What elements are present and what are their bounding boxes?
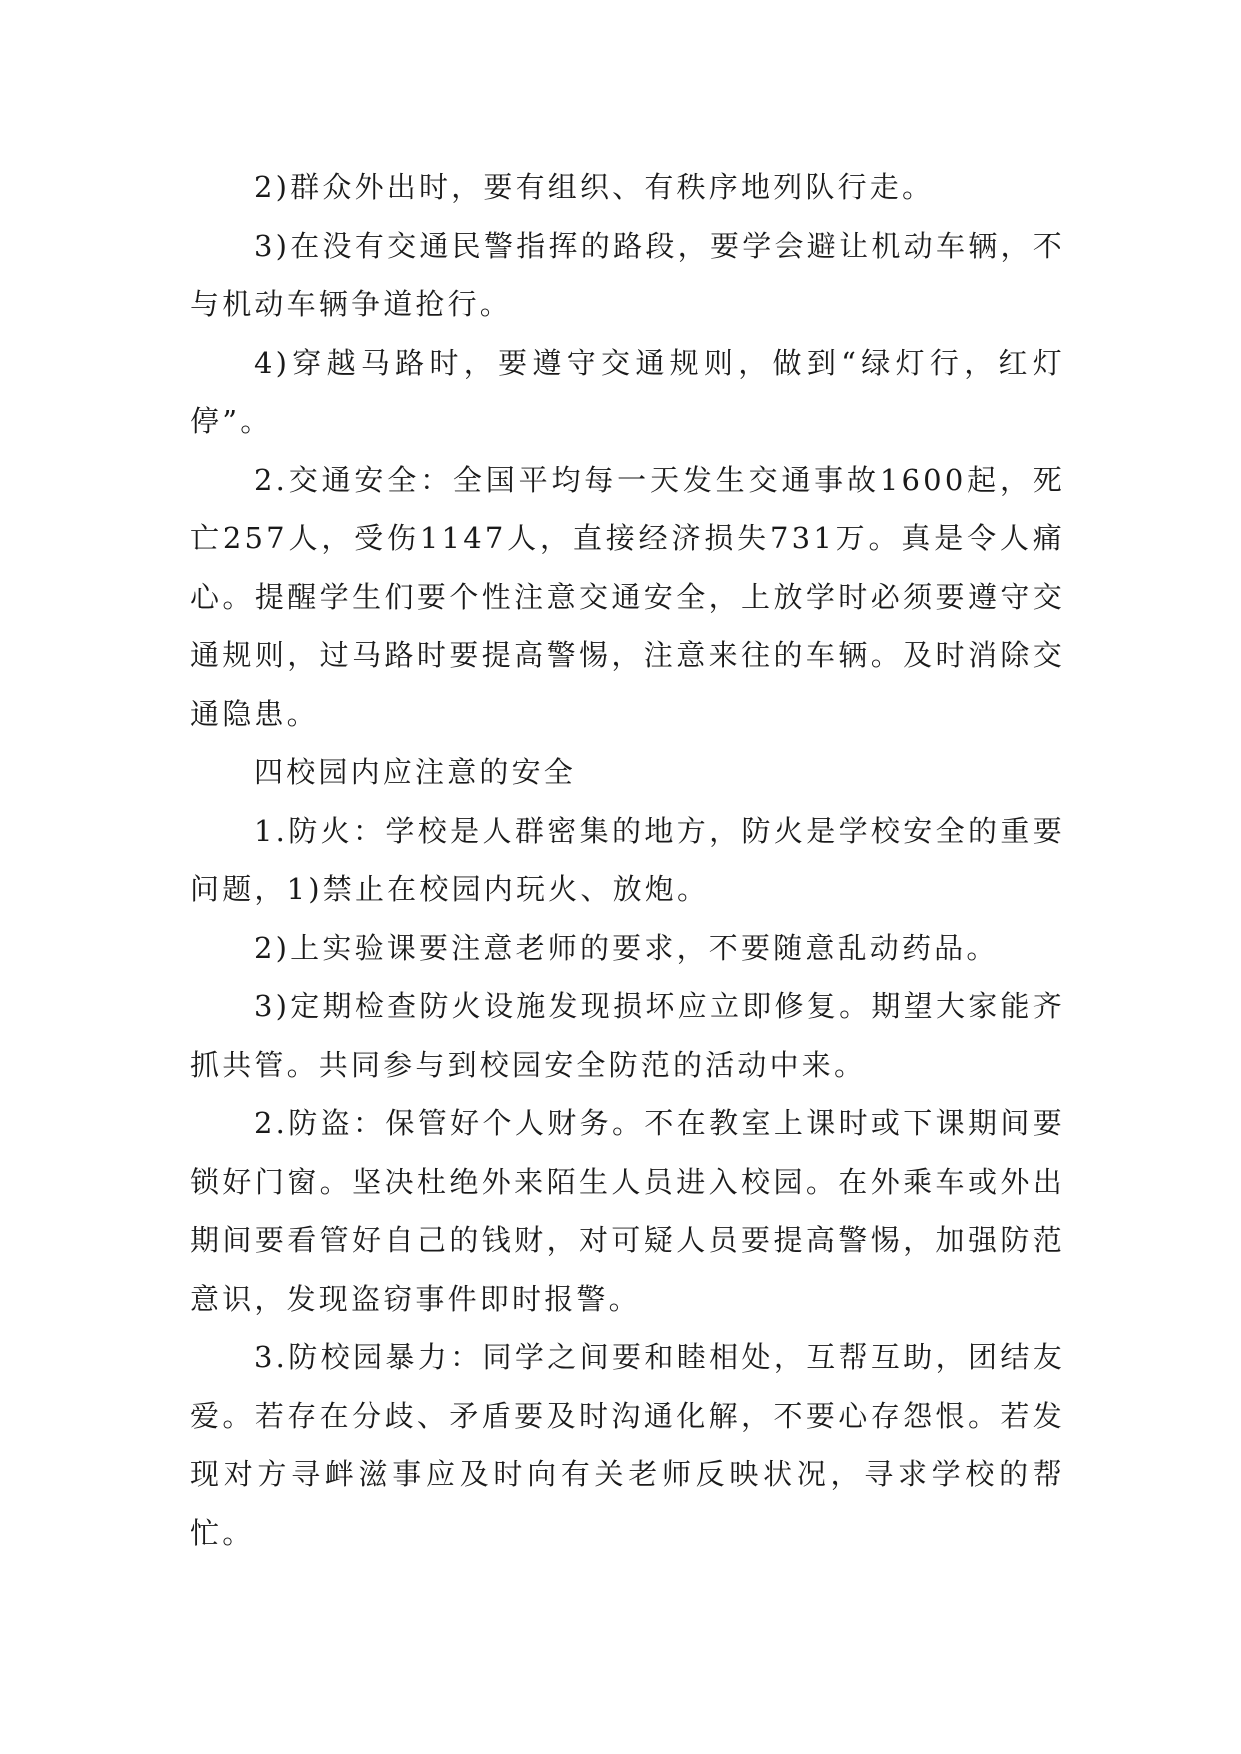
- paragraph-traffic-safety: 2.交通安全：全国平均每一天发生交通事故1600起，死亡257人，受伤1147人，直接经济损失731万。真是令人痛心。提醒学生们要个性注意交通安全，上放学时必须要遵守交通规则，过马路时要提高警惕，注意来往的车辆。及时消除交通隐患。: [190, 462, 1065, 731]
- paragraph-anti-violence: 3.防校园暴力：同学之间要和睦相处，互帮互助，团结友爱。若存在分歧、矛盾要及时沟通化解，不要心存怨恨。若发现对方寻衅滋事应及时向有关老师反映状况，寻求学校的帮忙。: [190, 1340, 1065, 1550]
- paragraph-crossing-road: 4)穿越马路时，要遵守交通规则，做到“绿灯行，红灯停”。: [190, 345, 1065, 438]
- paragraph-fire-facilities: 3)定期检查防火设施发现损坏应立即修复。期望大家能齐抓共管。共同参与到校园安全防范的活动中来。: [190, 989, 1065, 1082]
- paragraph-lab-class: 2)上实验课要注意老师的要求，不要随意乱动药品。: [254, 930, 999, 965]
- paragraph-yield-vehicles: 3)在没有交通民警指挥的路段，要学会避让机动车辆，不与机动车辆争道抢行。: [190, 228, 1065, 321]
- paragraph-theft-prevention: 2.防盗：保管好个人财务。不在教室上课时或下课期间要锁好门窗。坚决杜绝外来陌生人员进入校园。在外乘车或外出期间要看管好自己的钱财，对可疑人员要提高警惕，加强防范意识，发现盗窃事件即时报警。: [190, 1106, 1065, 1316]
- paragraph-fire-prevention: 1.防火：学校是人群密集的地方，防火是学校安全的重要问题，1)禁止在校园内玩火、放炮。: [190, 813, 1065, 906]
- paragraph-crowd-outing: 2)群众外出时，要有组织、有秩序地列队行走。: [254, 170, 935, 204]
- document-body: [190, 158, 1065, 1562]
- section-heading-campus-safety: 四校园内应注意的安全: [254, 755, 577, 789]
